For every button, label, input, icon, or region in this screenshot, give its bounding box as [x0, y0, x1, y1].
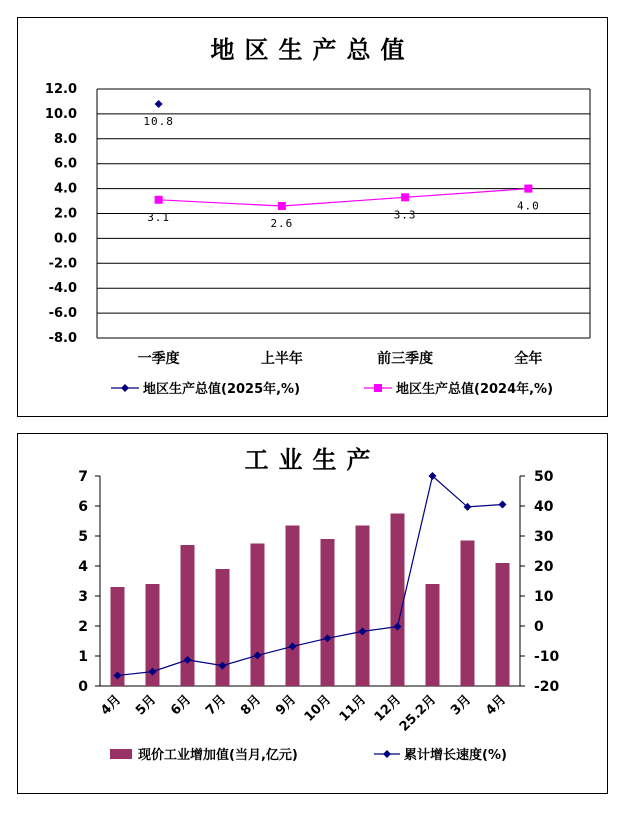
bar	[461, 541, 475, 687]
data-label: 2.6	[270, 217, 294, 231]
bar	[251, 544, 265, 687]
legend-marker-growth	[383, 750, 391, 758]
left-tick-label: 4	[78, 559, 88, 575]
x-tick-label: 10月	[301, 692, 335, 725]
data-label: 3.3	[393, 208, 417, 222]
x-tick-label: 4月	[483, 692, 510, 719]
legend-label-bars: 现价工业增加值(当月,亿元)	[138, 748, 298, 763]
data-point-2024	[278, 202, 286, 210]
industry-chart-panel	[17, 433, 608, 794]
industry-chart-svg	[18, 434, 607, 793]
x-tick-label: 4月	[98, 692, 125, 719]
data-point-2024	[524, 185, 532, 193]
y-tick-label: 0.0	[53, 231, 77, 247]
bar	[321, 539, 335, 686]
x-tick-label: 12月	[371, 692, 405, 725]
data-label: 3.1	[147, 210, 171, 224]
y-tick-label: -6.0	[48, 306, 77, 322]
left-tick-label: 6	[78, 499, 88, 515]
legend-label-2: 地区生产总值(2024年,%)	[396, 382, 554, 397]
data-point-2024	[401, 193, 409, 201]
x-tick-label: 8月	[238, 692, 265, 719]
x-tick-label: 11月	[336, 692, 370, 725]
right-tick-label: 30	[534, 529, 554, 545]
right-tick-label: 50	[534, 469, 554, 485]
y-tick-label: -4.0	[48, 281, 77, 297]
data-label: 10.8	[143, 114, 174, 128]
y-tick-label: -8.0	[48, 331, 77, 346]
x-tick-label: 5月	[133, 692, 160, 719]
y-tick-label: 12.0	[44, 82, 77, 97]
legend-label-growth: 累计增长速度(%)	[404, 748, 507, 763]
left-tick-label: 5	[78, 529, 88, 545]
bar	[111, 587, 125, 686]
y-tick-label: 8.0	[53, 131, 77, 147]
y-tick-label: 4.0	[53, 181, 77, 197]
left-tick-label: 1	[78, 649, 88, 665]
legend-marker-2025	[121, 384, 129, 392]
gdp-chart-title: 地区生产总值	[210, 36, 415, 64]
y-tick-label: -2.0	[48, 256, 77, 272]
bar	[496, 563, 510, 686]
x-tick-label: 25.2月	[396, 692, 440, 735]
data-point-2025	[155, 100, 163, 108]
x-tick-label: 3月	[448, 692, 475, 719]
right-tick-label: 40	[534, 499, 554, 515]
y-tick-label: 2.0	[53, 206, 77, 222]
x-tick-label: 7月	[203, 692, 230, 719]
x-tick-label: 前三季度	[377, 351, 434, 367]
bar	[391, 514, 405, 687]
series-line-2	[159, 189, 529, 206]
legend-marker-2024	[374, 384, 382, 392]
legend-bar-swatch	[110, 749, 132, 759]
bar	[356, 526, 370, 687]
gdp-chart-panel	[17, 17, 608, 417]
left-tick-label: 2	[78, 619, 88, 635]
y-tick-label: 10.0	[44, 106, 77, 122]
right-tick-label: 0	[534, 619, 544, 635]
data-label: 4.0	[516, 199, 540, 213]
right-tick-label: 10	[534, 589, 554, 605]
bar	[426, 584, 440, 686]
x-tick-label: 一季度	[137, 351, 180, 367]
x-tick-label: 全年	[514, 351, 543, 367]
left-tick-label: 3	[78, 589, 88, 605]
bar	[181, 545, 195, 686]
growth-point	[499, 501, 507, 509]
left-tick-label: 0	[78, 679, 88, 695]
right-tick-label: -10	[534, 649, 560, 665]
data-point-2024	[155, 196, 163, 204]
right-tick-label: -20	[534, 679, 560, 695]
y-tick-label: 6.0	[53, 156, 77, 172]
growth-line	[118, 476, 503, 676]
legend-label-1: 地区生产总值(2025年,%)	[143, 382, 301, 397]
industry-chart-title: 工业生产	[244, 446, 381, 474]
bar	[286, 526, 300, 687]
gdp-chart-svg	[18, 18, 607, 416]
x-tick-label: 9月	[273, 692, 300, 719]
left-tick-label: 7	[78, 469, 88, 485]
right-tick-label: 20	[534, 559, 554, 575]
x-tick-label: 上半年	[260, 351, 303, 367]
x-tick-label: 6月	[168, 692, 195, 719]
